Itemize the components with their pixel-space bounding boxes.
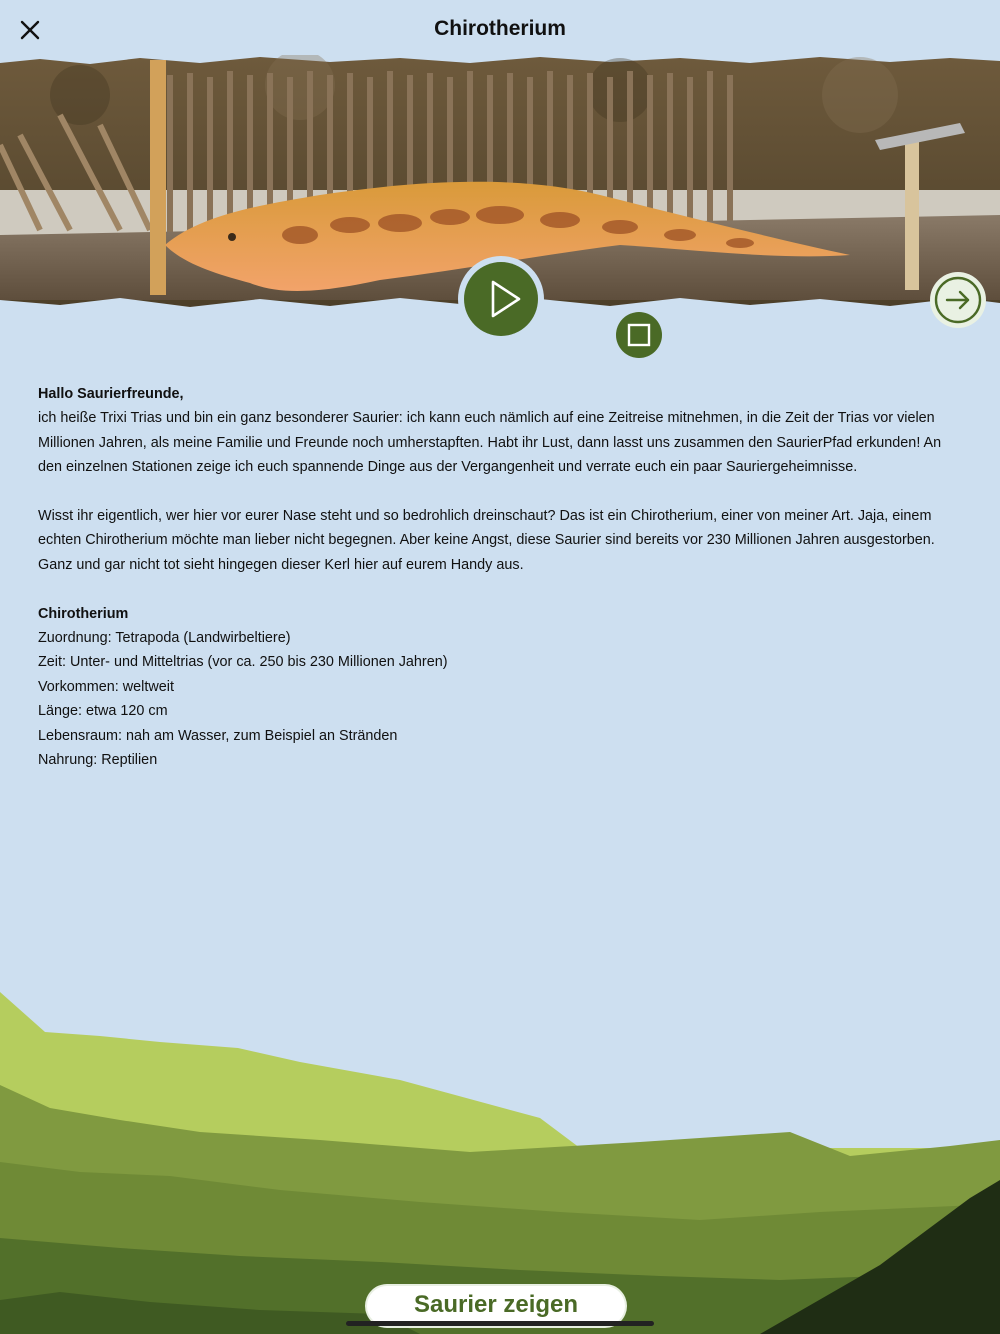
stop-button-face — [616, 312, 662, 358]
play-button-face — [464, 262, 538, 336]
facts-title: Chirotherium — [38, 605, 129, 622]
intro-paragraph: ich heiße Trixi Trias und bin ein ganz besonderer Saurier: ich kann euch nämlich auf eine Zeitreise mitnehmen, in die Zeit der Trias vor vielen Millionen Jahren, als meine Familie und Freunde noch umherstapften. Habt ihr Lust, dann lasst uns zusammen den SaurierPfad erkunden! An den einzelnen Stationen zeige ich euch spannende Dinge aus der Vergangenheit und verrate euch ein paar Sauriergeheimnisse. — [38, 410, 942, 476]
next-station-button[interactable] — [930, 272, 986, 328]
station-text — [38, 382, 963, 772]
fact-occurrence: Vorkommen: weltweit — [38, 678, 174, 695]
fact-length: Länge: etwa 120 cm — [38, 703, 168, 720]
arrow-right-icon — [930, 272, 986, 328]
home-indicator — [346, 1321, 654, 1326]
fact-time: Zeit: Unter- und Mitteltrias (vor ca. 250 bis 230 Millionen Jahren) — [38, 654, 448, 671]
fact-classification: Zuordnung: Tetrapoda (Landwirbeltiere) — [38, 630, 291, 647]
greeting: Hallo Saurierfreunde, — [38, 386, 184, 402]
play-button[interactable] — [458, 256, 544, 342]
hills-illustration — [0, 980, 1000, 1334]
fact-habitat: Lebensraum: nah am Wasser, zum Beispiel an Stränden — [38, 727, 398, 744]
stop-icon — [616, 312, 662, 358]
fact-diet: Nahrung: Reptilien — [38, 752, 158, 769]
show-dinosaur-button[interactable]: Saurier zeigen — [367, 1286, 625, 1326]
stop-button[interactable] — [612, 308, 666, 362]
header-bar — [0, 0, 1000, 62]
play-icon — [464, 262, 538, 336]
page-title: Chirotherium — [434, 17, 566, 40]
description-paragraph: Wisst ihr eigentlich, wer hier vor eurer Nase steht und so bedrohlich dreinschaut? Das ist ein Chirotherium, einer von meiner Art. Jaja, einem echten Chirotherium möchte man lieber nicht begegnen. Aber keine Angst, diese Saurier sind bereits vor 230 Millionen Jahren ausgestorben. Ganz und gar nicht tot sieht hingegen dieser Kerl hier auf eurem Handy aus. — [38, 508, 935, 573]
